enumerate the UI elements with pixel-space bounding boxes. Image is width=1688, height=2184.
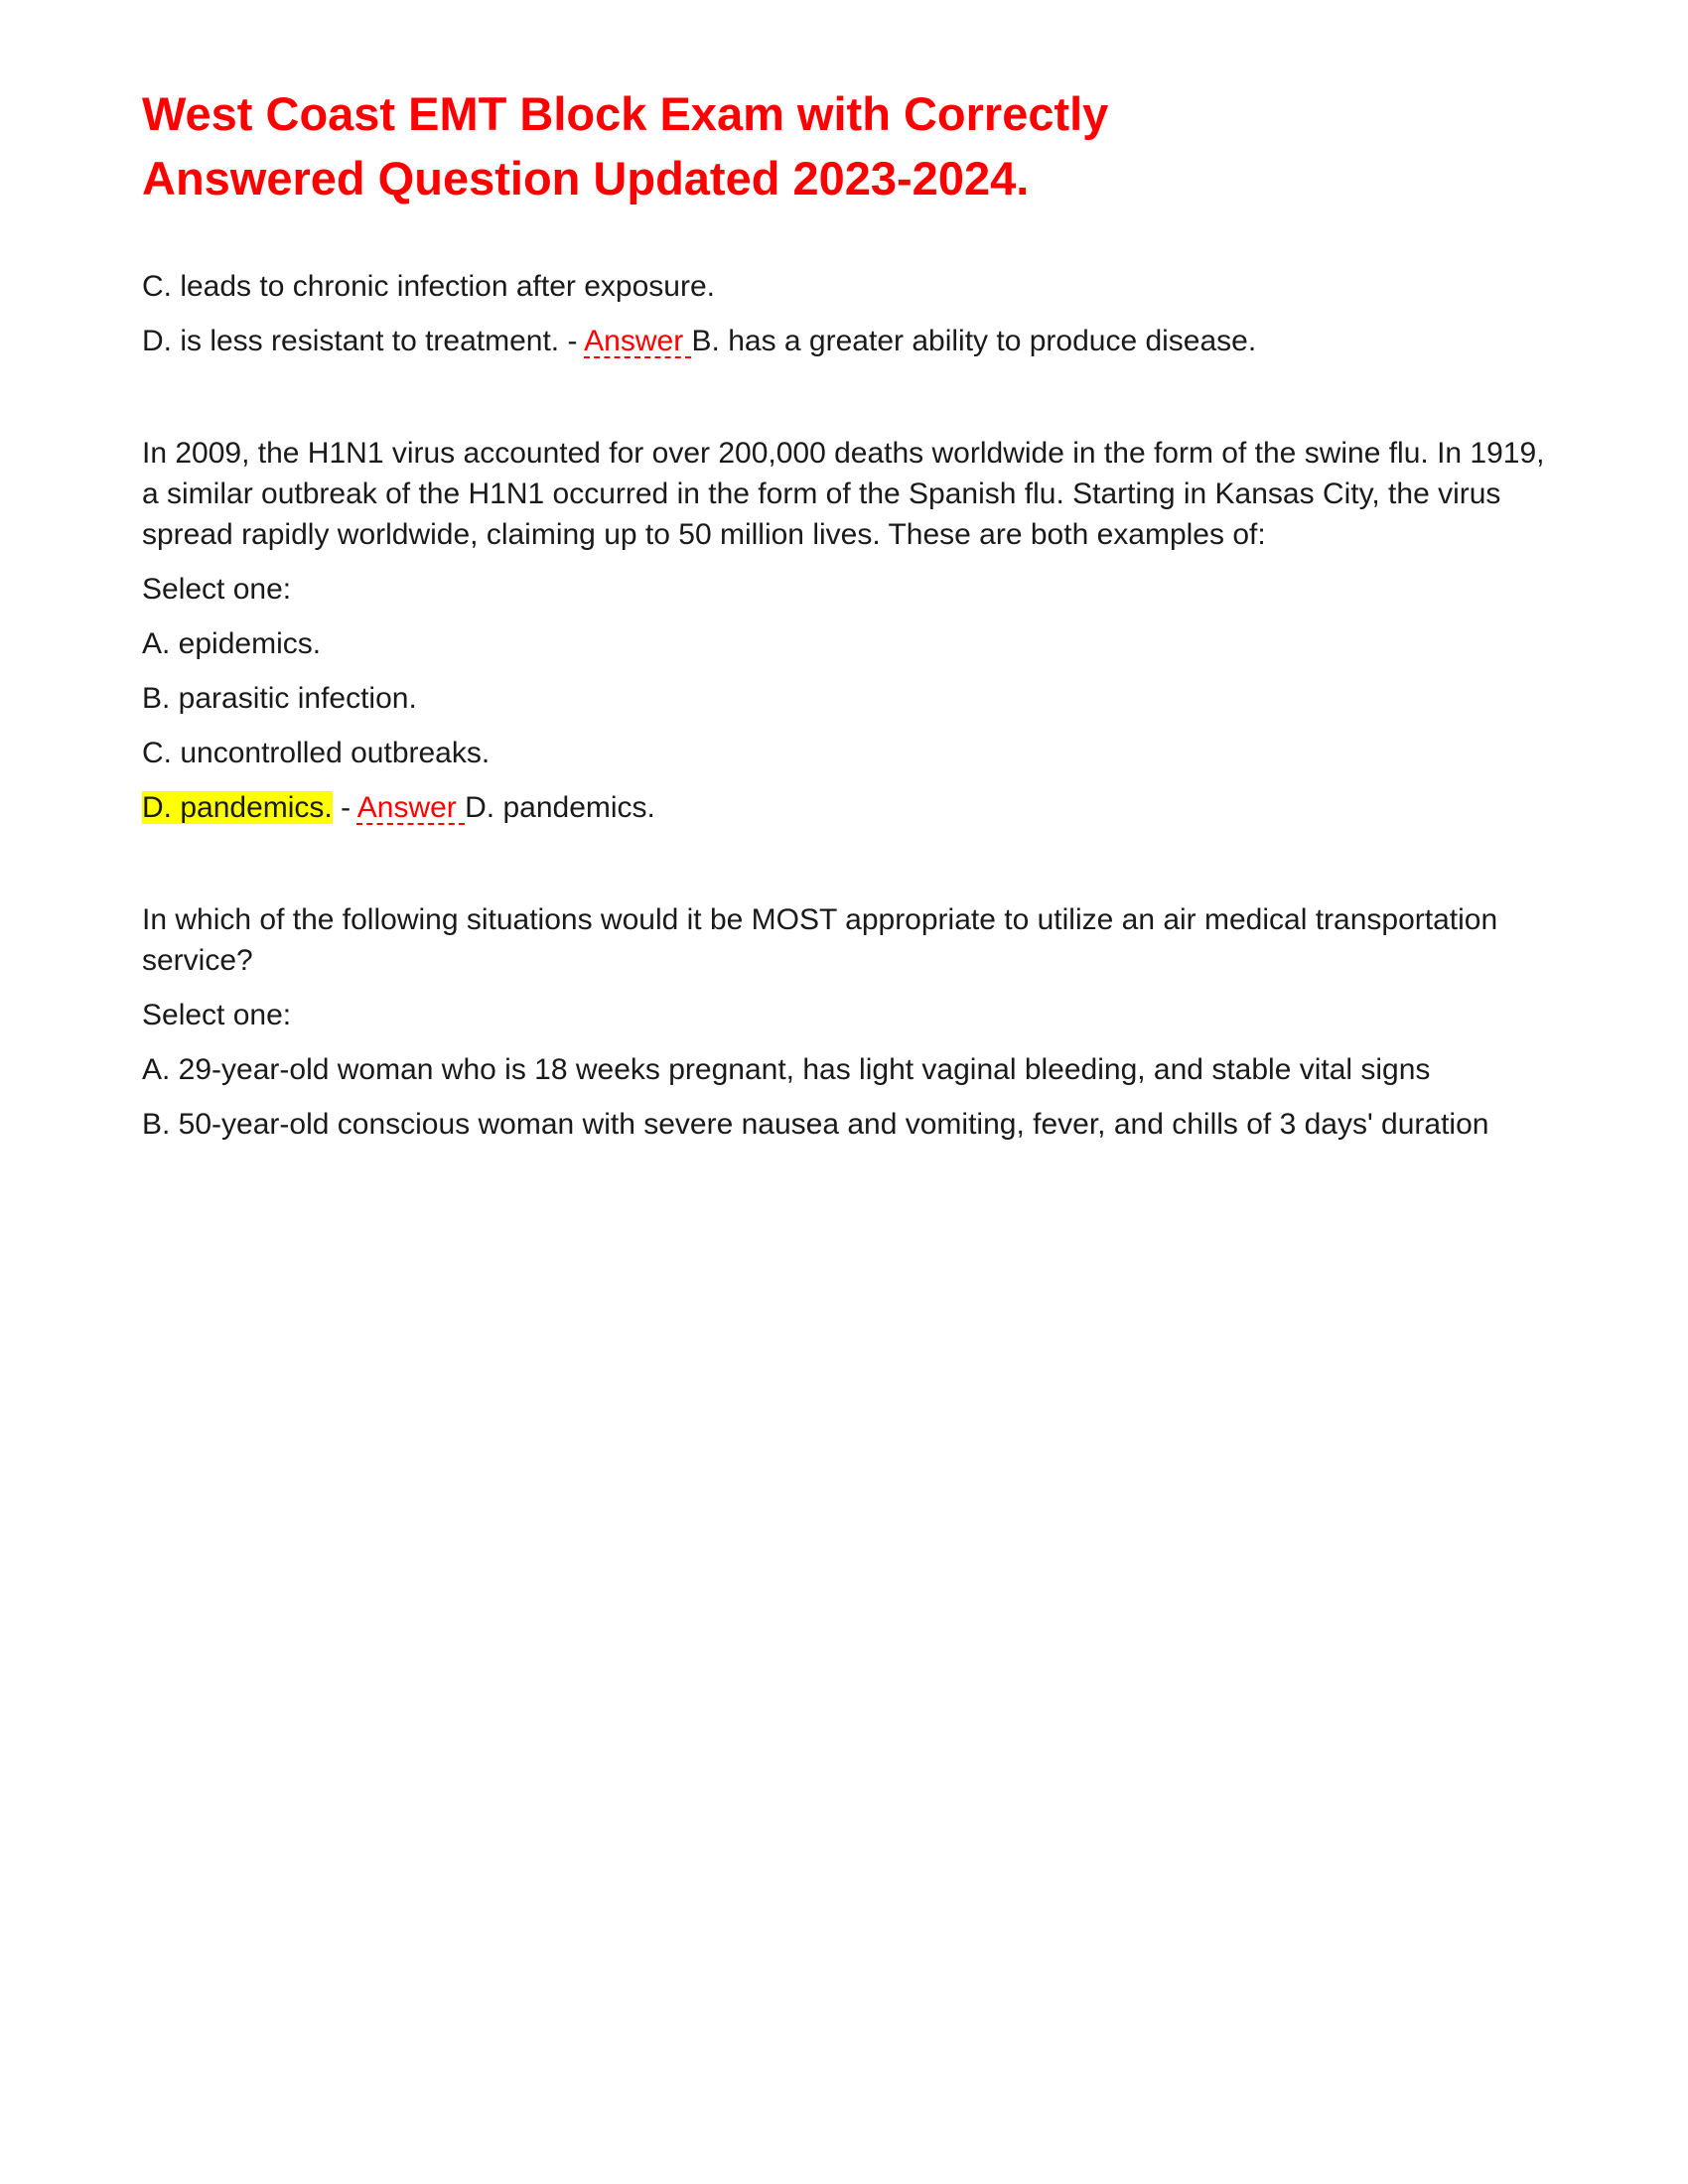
paragraph-option-d-answer-line <box>142 321 1559 361</box>
option-a-pregnant-woman <box>142 1049 1559 1090</box>
separator-text: - <box>332 791 357 824</box>
question-prompt-text: In which of the following situations would it be MOST appropriate to utilize an air medical transportation service? <box>142 903 1506 977</box>
option-b-nausea-woman <box>142 1104 1559 1145</box>
answer-text: B. has a greater ability to produce disease. <box>691 325 1257 357</box>
option-c-uncontrolled <box>142 733 1559 773</box>
select-one-label <box>142 995 1559 1035</box>
question-prompt-text: In 2009, the H1N1 virus accounted for over 200,000 deaths worldwide in the form of the swine flu. In 1919, a similar outbreak of the H1N1 occurred in the form of the Spanish flu. Starting in Kansas City, the virus spread rapidly worldwide, claiming up to 50 million lives. These are both examples of: <box>142 437 1553 551</box>
option-text: C. uncontrolled outbreaks. <box>142 737 491 769</box>
blank-line-spacer <box>142 375 1559 433</box>
option-text: D. is less resistant to treatment. - <box>142 325 585 357</box>
option-text: B. parasitic infection. <box>142 682 417 715</box>
option-text: A. epidemics. <box>142 627 322 660</box>
select-one-text: Select one: <box>142 573 292 606</box>
option-text: A. 29-year-old woman who is 18 weeks pregnant, has light vaginal bleeding, and stable vital signs <box>142 1053 1431 1086</box>
answer-marker: Answer <box>356 791 466 824</box>
question-pandemics-prompt <box>142 433 1559 555</box>
blank-line-spacer <box>142 842 1559 899</box>
option-b-parasitic <box>142 678 1559 719</box>
option-d-pandemics-answer-line <box>142 787 1559 828</box>
highlighted-answer-text: D. pandemics. <box>142 791 333 824</box>
document-title: West Coast EMT Block Exam with Correctly Answered Question Updated 2023-2024. <box>142 87 1109 205</box>
paragraph-option-c-leads <box>142 266 1559 307</box>
option-text: C. leads to chronic infection after exposure. <box>142 270 715 303</box>
answer-marker: Answer <box>584 325 692 357</box>
question-air-medical-prompt <box>142 899 1559 981</box>
option-a-epidemics <box>142 623 1559 664</box>
select-one-label <box>142 569 1559 610</box>
answer-text: D. pandemics. <box>465 791 655 824</box>
select-one-text: Select one: <box>142 999 292 1031</box>
option-text: B. 50-year-old conscious woman with severe nausea and vomiting, fever, and chills of 3 days' duration <box>142 1108 1489 1141</box>
